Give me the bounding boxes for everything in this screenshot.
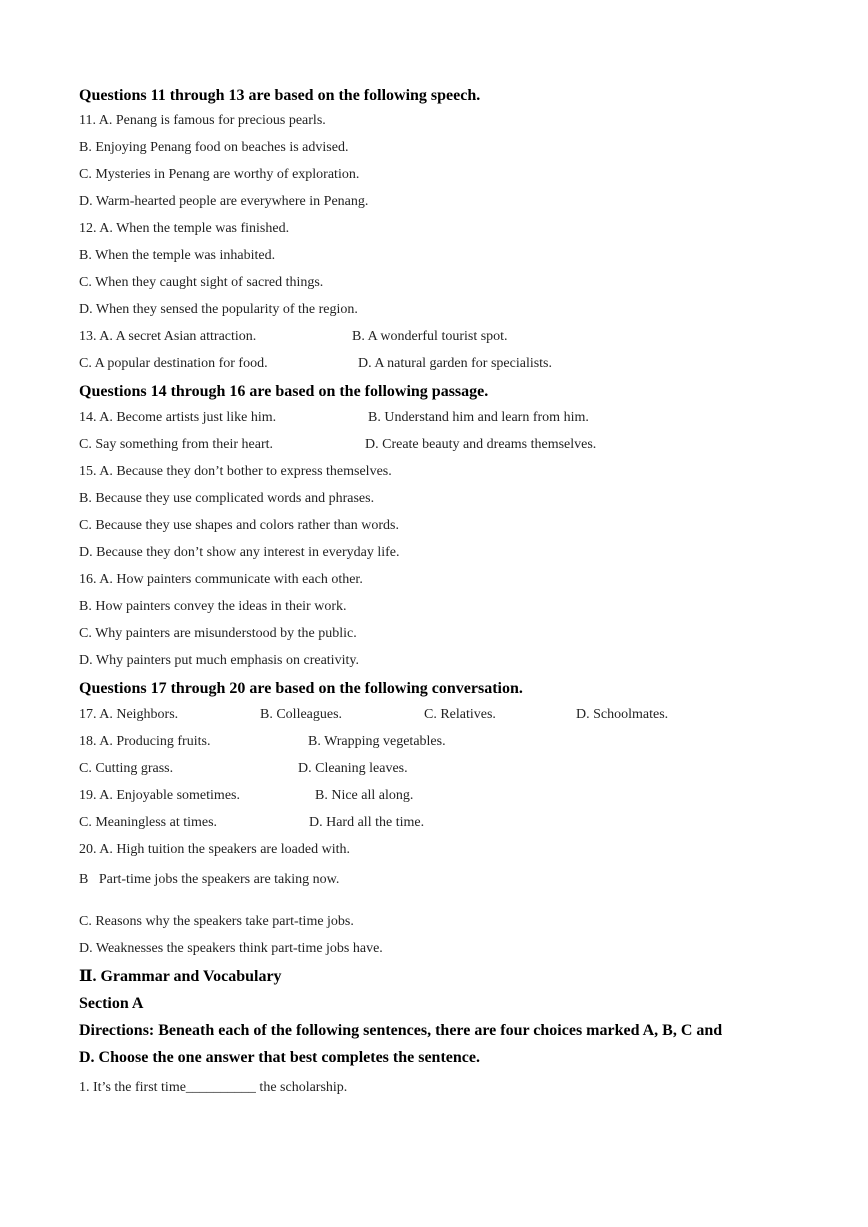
q14-option-a: 14. A. Become artists just like him. <box>79 410 277 425</box>
q19-row-2 <box>79 814 425 832</box>
q20-option-d: D. Weaknesses the speakers think part-time jobs have. <box>79 941 383 956</box>
q18-row-2 <box>79 760 408 778</box>
q16-option-b: B. How painters convey the ideas in their work. <box>79 599 347 614</box>
q11-option-c: C. Mysteries in Penang are worthy of exploration. <box>79 167 360 182</box>
q18-option-c: C. Cutting grass. <box>79 761 174 776</box>
q17-option-a: 17. A. Neighbors. <box>79 707 179 722</box>
q14-option-d: D. Create beauty and dreams themselves. <box>365 437 597 452</box>
q12-option-c: C. When they caught sight of sacred things. <box>79 275 324 290</box>
q19-option-d: D. Hard all the time. <box>309 815 425 830</box>
q19-option-c: C. Meaningless at times. <box>79 815 218 830</box>
q14-option-b: B. Understand him and learn from him. <box>368 410 589 425</box>
grammar-q1: 1. It’s the first time__________ the scholarship. <box>79 1080 348 1095</box>
q13-option-d: D. A natural garden for specialists. <box>358 356 553 371</box>
q15-option-d: D. Because they don’t show any interest in everyday life. <box>79 545 400 560</box>
q14-row-2 <box>79 436 597 454</box>
q17-option-d: D. Schoolmates. <box>576 707 669 722</box>
q17-row <box>79 706 669 724</box>
q11-option-b: B. Enjoying Penang food on beaches is advised. <box>79 140 349 155</box>
q13-option-a: 13. A. A secret Asian attraction. <box>79 329 257 344</box>
q16-option-d: D. Why painters put much emphasis on creativity. <box>79 653 359 668</box>
q20-option-c: C. Reasons why the speakers take part-time jobs. <box>79 914 354 929</box>
q18-option-b: B. Wrapping vegetables. <box>308 734 446 749</box>
q18-row-1 <box>79 733 446 751</box>
q15-option-c: C. Because they use shapes and colors rather than words. <box>79 518 399 533</box>
section-heading-q17-20: Questions 17 through 20 are based on the following conversation. <box>79 680 523 697</box>
q12-option-d: D. When they sensed the popularity of the region. <box>79 302 358 317</box>
directions-line-1: Directions: Beneath each of the following sentences, there are four choices marked A, B, C and <box>79 1022 723 1039</box>
q15-option-a: 15. A. Because they don’t bother to express themselves. <box>79 464 392 479</box>
q11-option-a: 11. A. Penang is famous for precious pearls. <box>79 113 326 128</box>
q17-option-c: C. Relatives. <box>424 707 496 722</box>
q19-option-a: 19. A. Enjoyable sometimes. <box>79 788 240 803</box>
q18-option-d: D. Cleaning leaves. <box>298 761 408 776</box>
q16-option-a: 16. A. How painters communicate with each other. <box>79 572 363 587</box>
q20-option-b: B Part-time jobs the speakers are taking now. <box>79 872 340 887</box>
part-title: Ⅱ. Grammar and Vocabulary <box>79 968 282 985</box>
directions-line-2: D. Choose the one answer that best completes the sentence. <box>79 1049 480 1066</box>
q14-option-c: C. Say something from their heart. <box>79 437 274 452</box>
q20-option-a: 20. A. High tuition the speakers are loaded with. <box>79 842 350 857</box>
q18-option-a: 18. A. Producing fruits. <box>79 734 211 749</box>
q16-option-c: C. Why painters are misunderstood by the public. <box>79 626 357 641</box>
q12-option-a: 12. A. When the temple was finished. <box>79 221 290 236</box>
q19-option-b: B. Nice all along. <box>315 788 414 803</box>
q13-option-b: B. A wonderful tourist spot. <box>352 329 508 344</box>
q13-row-1 <box>79 328 508 346</box>
q15-option-b: B. Because they use complicated words and phrases. <box>79 491 375 506</box>
q12-option-b: B. When the temple was inhabited. <box>79 248 276 263</box>
q13-option-c: C. A popular destination for food. <box>79 356 268 371</box>
section-heading-q14-16: Questions 14 through 16 are based on the following passage. <box>79 383 489 400</box>
q11-option-d: D. Warm-hearted people are everywhere in Penang. <box>79 194 369 209</box>
q17-option-b: B. Colleagues. <box>260 707 343 722</box>
q14-row-1 <box>79 409 589 427</box>
section-title: Section A <box>79 995 144 1012</box>
q13-row-2 <box>79 355 553 373</box>
section-heading-q11-13: Questions 11 through 13 are based on the following speech. <box>79 87 481 104</box>
q19-row-1 <box>79 787 414 805</box>
